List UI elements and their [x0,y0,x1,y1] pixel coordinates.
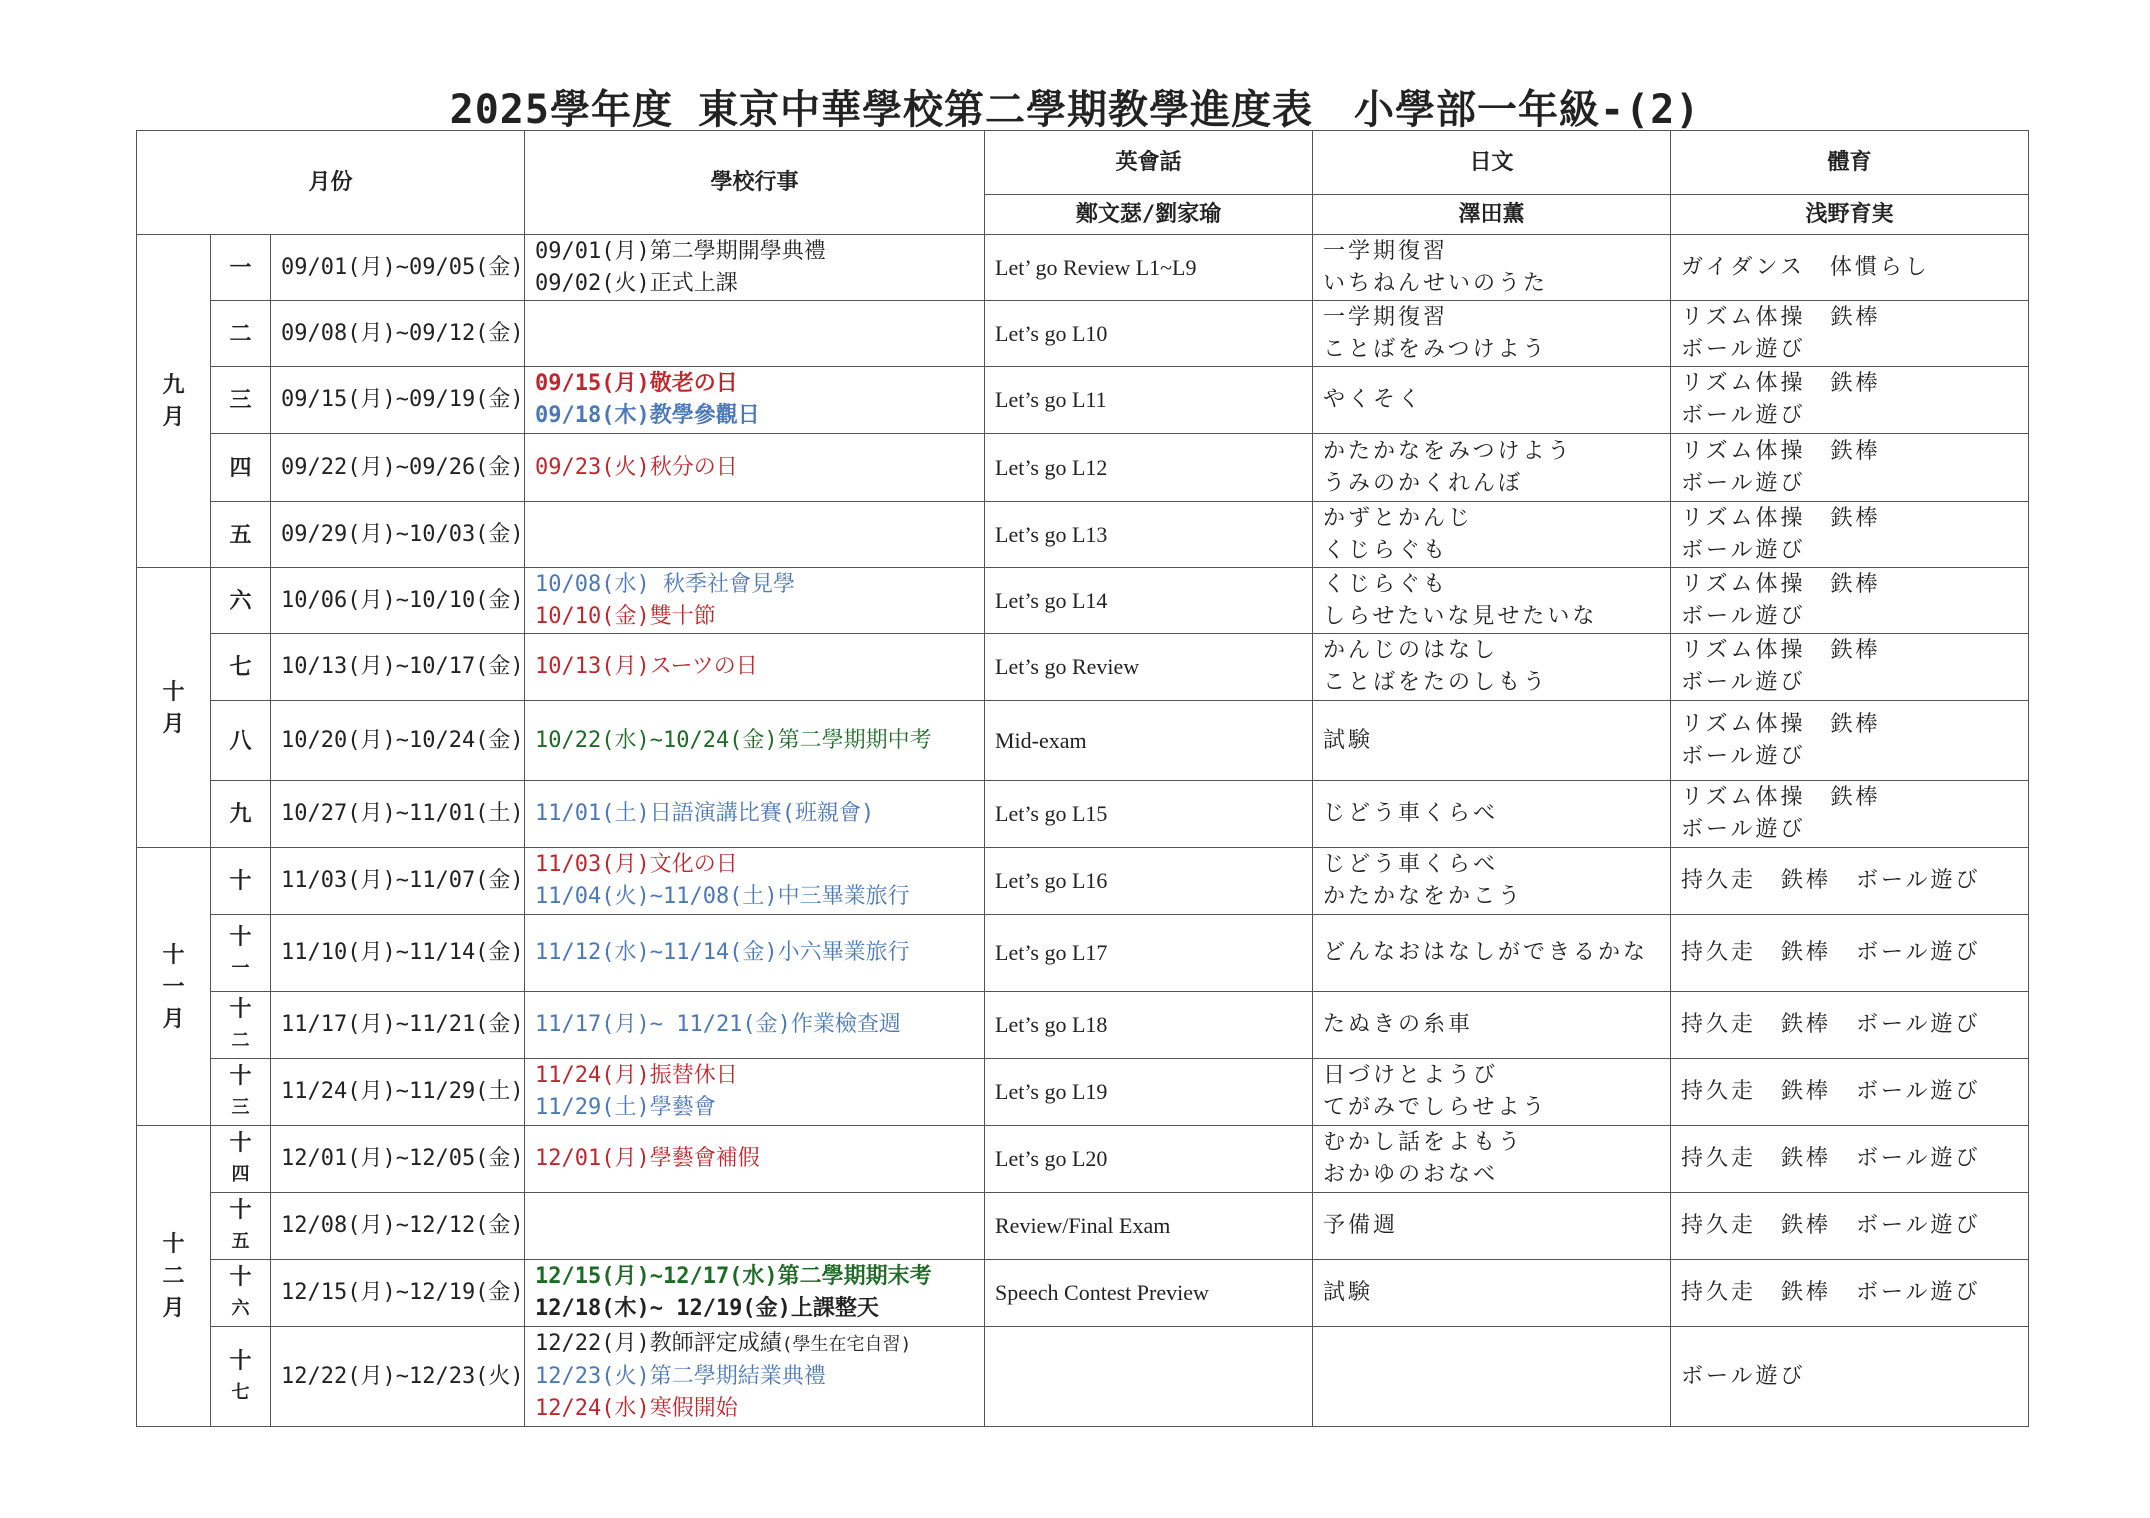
school-events-cell [525,1327,985,1427]
week-date-range: 10/20(月)~10/24(金) [271,701,525,781]
week-number-label: 八 [229,727,252,754]
week-number [211,367,271,434]
week-number-label: 六 [229,587,252,614]
pe-lesson: 持久走 鉄棒 ボール遊び [1681,1079,1981,1104]
japanese-lesson: どんなおはなしができるかな [1323,940,1649,965]
school-event: 12/01(月)學藝會補假 [535,1146,760,1171]
english-lesson: Let’s go Review [985,634,1313,701]
japanese-lesson: てがみでしらせよう [1323,1095,1548,1120]
school-events-cell [525,992,985,1059]
school-event: 11/12(水)~11/14(金)小六畢業旅行 [535,940,910,965]
japanese-lesson-cell [1313,1193,1671,1260]
school-events-cell [525,301,985,367]
week-date-range: 11/10(月)~11/14(金) [271,915,525,992]
month-cell [137,848,211,1126]
japanese-lesson: じどう車くらべ [1323,801,1499,826]
english-lesson: Let’s go L17 [985,915,1313,992]
japanese-lesson: ことばをみつけよう [1323,336,1548,362]
week-row [137,434,2029,502]
pe-lesson: リズム体操 鉄棒 [1681,505,1881,531]
japanese-lesson: やくそく [1323,387,1424,412]
week-date-range: 11/24(月)~11/29(土) [271,1059,525,1126]
japanese-lesson: かずとかんじ [1323,505,1474,531]
english-lesson: Let’s go L20 [985,1126,1313,1193]
english-lesson: Speech Contest Preview [985,1260,1313,1327]
pe-lesson-cell [1671,781,2029,848]
week-number [211,434,271,502]
japanese-lesson: 試験 [1323,727,1374,753]
week-date-range: 10/06(月)~10/10(金) [271,568,525,634]
japanese-lesson: 一学期復習 [1323,238,1449,264]
week-row [137,915,2029,992]
english-lesson: Let’s go L19 [985,1059,1313,1126]
week-date-range: 11/03(月)~11/07(金) [271,848,525,915]
week-date-range: 12/22(月)~12/23(火) [271,1327,525,1427]
week-date-range: 09/01(月)~09/05(金) [271,235,525,301]
month-cell [137,1126,211,1427]
week-number [211,1260,271,1327]
week-date-range: 10/27(月)~11/01(土) [271,781,525,848]
week-row [137,1059,2029,1126]
english-lesson: Let’s go L14 [985,568,1313,634]
week-number [211,1126,271,1193]
pe-lesson-cell [1671,634,2029,701]
week-number-label: 十 七 [229,1347,252,1403]
school-event: 09/23(火)秋分の日 [535,454,738,480]
pe-lesson: リズム体操 鉄棒 [1681,638,1881,663]
japanese-lesson: 試験 [1323,1280,1374,1305]
pe-lesson: ボール遊び [1681,537,1806,563]
school-event: 10/22(水)~10/24(金)第二學期期中考 [535,727,932,753]
japanese-lesson: かたかなをかこう [1323,884,1524,909]
week-row [137,235,2029,301]
week-date-range: 09/22(月)~09/26(金) [271,434,525,502]
english-lesson: Let’s go L13 [985,502,1313,568]
japanese-lesson-cell [1313,848,1671,915]
week-row [137,301,2029,367]
japanese-lesson: たぬきの糸車 [1323,1012,1474,1037]
pe-lesson: ボール遊び [1681,817,1806,842]
pe-lesson-cell [1671,1260,2029,1327]
pe-lesson: ボール遊び [1681,1363,1806,1389]
week-number [211,568,271,634]
japanese-lesson-cell [1313,235,1671,301]
pe-lesson: ボール遊び [1681,403,1806,428]
week-row [137,848,2029,915]
week-number [211,235,271,301]
week-number-label: 十 四 [229,1130,252,1185]
japanese-lesson-cell [1313,1126,1671,1193]
japanese-lesson-cell [1313,568,1671,634]
month-label: 九 月 [162,372,185,430]
week-number-label: 十 二 [229,996,252,1051]
week-number-label: 二 [229,320,252,347]
school-event: 12/24(水)寒假開始 [535,1396,738,1421]
month-cell [137,235,211,568]
school-event: 12/22(月)教師評定成績(學生在宅自習) [535,1331,912,1356]
school-events-cell [525,781,985,848]
pe-lesson-cell [1671,915,2029,992]
japanese-lesson-cell [1313,1059,1671,1126]
pe-lesson: 持久走 鉄棒 ボール遊び [1681,1213,1981,1238]
week-row [137,1126,2029,1193]
week-row [137,1327,2029,1427]
week-number-label: 七 [229,654,252,680]
pe-lesson-cell [1671,1059,2029,1126]
pe-lesson: ボール遊び [1681,336,1806,362]
week-number [211,781,271,848]
week-number-label: 十 三 [229,1063,252,1118]
japanese-lesson: じどう車くらべ [1323,852,1499,877]
school-events-cell [525,701,985,781]
month-label: 十 一 月 [162,941,185,1032]
header-japanese: 日文 [1313,131,1671,195]
pe-lesson: リズム体操 鉄棒 [1681,711,1881,737]
week-number [211,502,271,568]
school-event-note: (學生在宅自習) [781,1334,912,1355]
japanese-lesson: ことばをたのしもう [1323,670,1549,695]
school-event: 10/10(金)雙十節 [535,603,716,629]
header-english: 英會話 [985,131,1313,195]
japanese-lesson: かんじのはなし [1323,638,1499,663]
week-number [211,915,271,992]
school-event: 09/18(木)教學參觀日 [535,403,760,428]
japanese-lesson: くじらぐも [1323,571,1449,597]
japanese-lesson: むかし話をよもう [1323,1130,1524,1155]
school-events-cell [525,915,985,992]
week-row [137,634,2029,701]
week-row [137,367,2029,434]
pe-lesson: リズム体操 鉄棒 [1681,371,1881,396]
week-date-range: 12/01(月)~12/05(金) [271,1126,525,1193]
english-lesson: Let’s go L15 [985,781,1313,848]
pe-lesson: 持久走 鉄棒 ボール遊び [1681,868,1981,893]
pe-lesson: リズム体操 鉄棒 [1681,785,1881,810]
school-event: 10/13(月)スーツの日 [535,654,758,679]
school-event: 11/04(火)~11/08(土)中三畢業旅行 [535,884,910,909]
month-label: 十 二 月 [162,1231,185,1321]
pe-lesson: 持久走 鉄棒 ボール遊び [1681,940,1981,965]
pe-lesson: リズム体操 鉄棒 [1681,304,1881,330]
japanese-lesson: いちねんせいのうた [1323,270,1549,296]
japanese-lesson-cell [1313,502,1671,568]
week-number [211,701,271,781]
school-events-cell [525,848,985,915]
week-date-range: 12/15(月)~12/19(金) [271,1260,525,1327]
week-number-label: 九 [229,801,252,827]
school-event: 11/03(月)文化の日 [535,852,738,877]
english-lesson: Let’s go L18 [985,992,1313,1059]
pe-lesson-cell [1671,568,2029,634]
japanese-lesson: かたかなをみつけよう [1323,438,1573,464]
japanese-lesson: 日づけとようび [1323,1063,1499,1088]
japanese-lesson: 一学期復習 [1323,304,1449,330]
school-events-cell [525,1193,985,1260]
school-event: 09/02(火)正式上課 [535,270,738,296]
week-date-range: 09/08(月)~09/12(金) [271,301,525,367]
school-event: 11/29(土)學藝會 [535,1095,716,1120]
schedule-table [136,130,2029,1427]
japanese-lesson-cell [1313,992,1671,1059]
week-number [211,848,271,915]
header-pe: 體育 [1671,131,2029,195]
english-lesson: Let’s go L16 [985,848,1313,915]
pe-lesson-cell [1671,301,2029,367]
pe-lesson: 持久走 鉄棒 ボール遊び [1681,1280,1981,1305]
week-number [211,301,271,367]
school-events-cell [525,235,985,301]
school-event: 09/15(月)敬老の日 [535,371,738,396]
pe-lesson-cell [1671,1193,2029,1260]
header-english-teacher: 鄭文瑟/劉家瑜 [985,195,1313,235]
week-number-label: 三 [229,387,252,413]
week-row [137,568,2029,634]
pe-lesson: リズム体操 鉄棒 [1681,571,1881,597]
week-row [137,1260,2029,1327]
japanese-lesson: しらせたいな見せたいな [1323,603,1598,629]
week-number-label: 十 六 [229,1264,252,1319]
pe-lesson: 持久走 鉄棒 ボール遊び [1681,1146,1981,1171]
japanese-lesson-cell [1313,1327,1671,1427]
week-number-label: 五 [229,521,252,548]
english-lesson: Let’s go L12 [985,434,1313,502]
week-number [211,634,271,701]
week-date-range: 10/13(月)~10/17(金) [271,634,525,701]
english-lesson: Mid-exam [985,701,1313,781]
japanese-lesson: うみのかくれんぼ [1323,470,1524,496]
school-event: 11/17(月)~ 11/21(金)作業檢查週 [535,1012,901,1037]
header-pe-teacher: 浅野育実 [1671,195,2029,235]
pe-lesson-cell [1671,848,2029,915]
header-japanese-teacher: 澤田薫 [1313,195,1671,235]
week-row [137,992,2029,1059]
week-number-label: 四 [229,454,252,481]
week-row [137,781,2029,848]
week-number-label: 十 五 [229,1197,252,1252]
pe-lesson-cell [1671,992,2029,1059]
school-event: 10/08(水) 秋季社會見學 [535,571,795,597]
pe-lesson: ボール遊び [1681,670,1806,695]
english-lesson: Let’s go L11 [985,367,1313,434]
japanese-lesson: くじらぐも [1323,537,1449,563]
pe-lesson-cell [1671,502,2029,568]
pe-lesson-cell [1671,235,2029,301]
header-events: 學校行事 [525,131,985,235]
page-title: 2025學年度 東京中華學校第二學期教學進度表 小學部一年級-(2) [449,87,1701,133]
school-event: 12/18(木)~ 12/19(金)上課整天 [535,1296,879,1321]
japanese-lesson-cell [1313,701,1671,781]
english-lesson: Review/Final Exam [985,1193,1313,1260]
english-lesson [985,1327,1313,1427]
japanese-lesson-cell [1313,434,1671,502]
pe-lesson: 持久走 鉄棒 ボール遊び [1681,1012,1981,1037]
month-label: 十 月 [162,678,185,737]
week-date-range: 09/15(月)~09/19(金) [271,367,525,434]
english-lesson: Let’ go Review L1~L9 [985,235,1313,301]
pe-lesson: ボール遊び [1681,470,1806,496]
week-row [137,1193,2029,1260]
week-row [137,701,2029,781]
week-number [211,1327,271,1427]
pe-lesson-cell [1671,701,2029,781]
pe-lesson-cell [1671,1126,2029,1193]
school-events-cell [525,502,985,568]
week-number-label: 一 [229,254,252,281]
school-events-cell [525,568,985,634]
pe-lesson-cell [1671,1327,2029,1427]
week-date-range: 12/08(月)~12/12(金) [271,1193,525,1260]
japanese-lesson-cell [1313,915,1671,992]
school-events-cell [525,1059,985,1126]
japanese-lesson-cell [1313,781,1671,848]
japanese-lesson-cell [1313,1260,1671,1327]
pe-lesson: ガイダンス 体慣らし [1681,254,1930,280]
header-month: 月份 [137,131,525,235]
school-events-cell [525,634,985,701]
week-date-range: 11/17(月)~11/21(金) [271,992,525,1059]
school-event: 11/24(月)振替休日 [535,1063,738,1088]
english-lesson: Let’s go L10 [985,301,1313,367]
japanese-lesson-cell [1313,634,1671,701]
school-events-cell [525,434,985,502]
school-events-cell [525,367,985,434]
week-number [211,1193,271,1260]
school-event: 11/01(土)日語演講比賽(班親會) [535,801,875,826]
schedule-body [137,235,2029,1427]
school-event: 12/23(火)第二學期結業典禮 [535,1364,826,1389]
week-number-label: 十 [229,868,252,894]
school-events-cell [525,1260,985,1327]
pe-lesson: ボール遊び [1681,743,1806,769]
week-number [211,1059,271,1126]
pe-lesson-cell [1671,367,2029,434]
week-number [211,992,271,1059]
week-number-label: 十 一 [229,924,252,979]
pe-lesson-cell [1671,434,2029,502]
school-events-cell [525,1126,985,1193]
japanese-lesson: おかゆのおなべ [1323,1162,1499,1187]
school-event: 12/15(月)~12/17(水)第二學期期末考 [535,1264,932,1289]
school-event: 09/01(月)第二學期開學典禮 [535,238,826,264]
week-row [137,502,2029,568]
week-date-range: 09/29(月)~10/03(金) [271,502,525,568]
pe-lesson: リズム体操 鉄棒 [1681,438,1881,464]
pe-lesson: ボール遊び [1681,603,1806,629]
japanese-lesson: 予備週 [1323,1213,1399,1238]
japanese-lesson-cell [1313,367,1671,434]
japanese-lesson-cell [1313,301,1671,367]
month-cell [137,568,211,848]
